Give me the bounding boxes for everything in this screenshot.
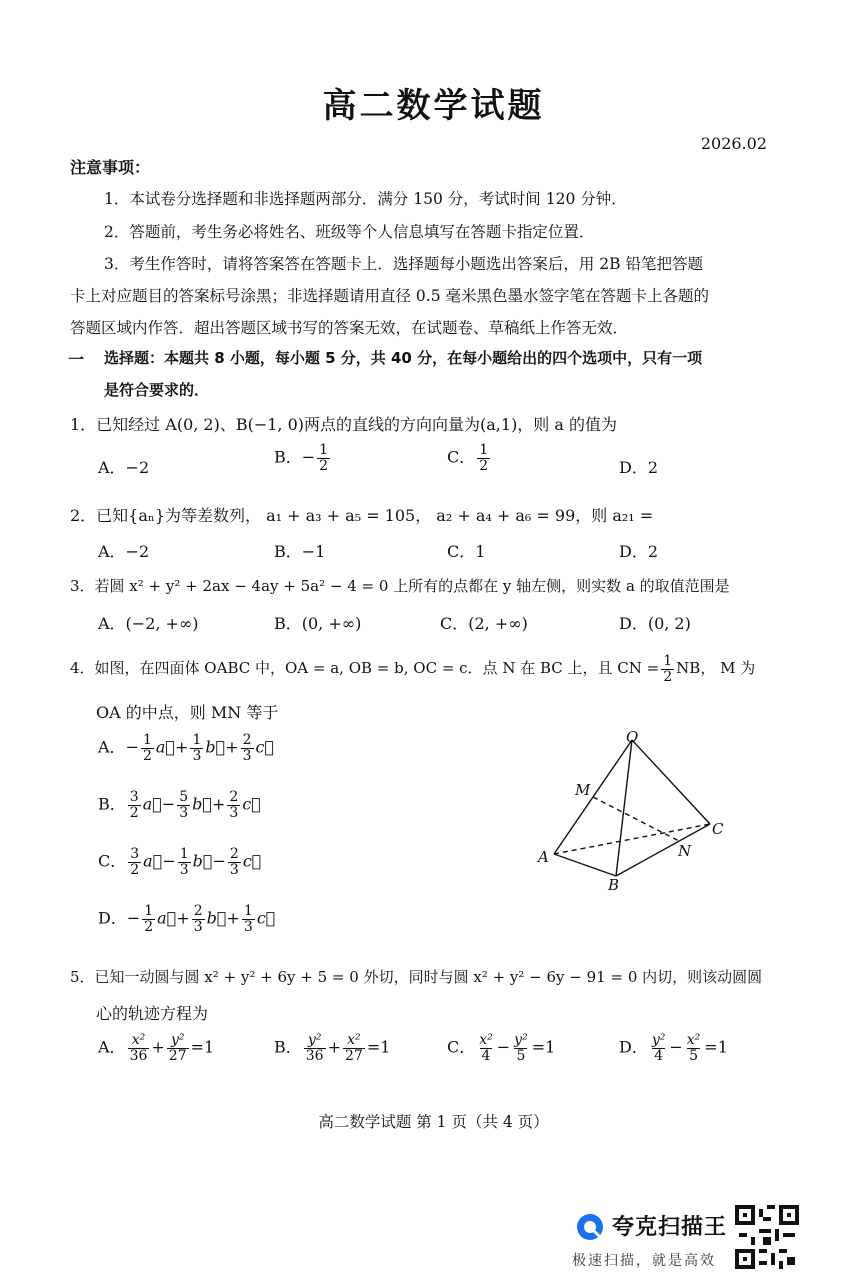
scanner-slogan: 极速扫描，就是高效: [572, 1253, 716, 1269]
q5-option-c: C． $\frac{\text{x²}}{4}$ − $\frac{\text{y²}}{5}$ =1: [447, 1032, 556, 1064]
edge-ab: [554, 854, 616, 876]
section-heading: 选择题：本题共 8 小题，每小题 5 分，共 40 分，在每小题给出的四个选项中，只有一项: [104, 349, 703, 367]
notice-item: 2．答题前，考生务必将姓名、班级等个人信息填写在答题卡指定位置．: [104, 223, 595, 241]
q2-option-d: D．2: [619, 542, 659, 561]
section-number: 一: [68, 350, 85, 369]
notice-heading: 注意事项：: [70, 158, 151, 177]
edge-bc: [616, 824, 710, 876]
q3-option-a: A．(−2, +∞): [98, 614, 199, 633]
label-c: C: [712, 820, 724, 838]
q3-option-c: C．(2, +∞): [440, 614, 528, 633]
segment-mn: [593, 797, 679, 841]
label-o: O: [626, 728, 639, 746]
q5-option-d: D． $\frac{\text{y²}}{4}$ − $\frac{\text{x²}}{5}$ =1: [619, 1032, 728, 1064]
label-m: M: [575, 781, 591, 799]
question-5-stem-cont: 心的轨迹方程为: [96, 1004, 209, 1023]
question-4-stem-cont: OA 的中点，则 MN 等于: [96, 703, 279, 722]
question-2-stem: 2．已知{aₙ}为等差数列， a₁ + a₃ + a₅ = 105， a₂ + a₄ + a₆ = 99，则 a₂₁ =: [70, 506, 654, 525]
q2-option-c: C．1: [447, 542, 486, 561]
q4-option-a: A．− $\frac{1}{2}$ a⃗+ $\frac{1}{3}$ b⃗+ $\frac{2}{3}$ c⃗: [98, 732, 275, 764]
label-n: N: [678, 842, 692, 860]
page-title: 高二数学试题: [322, 86, 545, 126]
q3-option-b: B．(0, +∞): [274, 614, 362, 633]
q5-option-b: B． $\frac{\text{y²}}{36}$ + $\frac{\text{x²}}{27}$ =1: [274, 1032, 391, 1064]
notice-item: 3．考生作答时，请将答案答在答题卡上．选择题每小题选出答案后，用 2B 铅笔把答题: [104, 255, 703, 273]
question-3-stem: 3．若圆 x² + y² + 2ax − 4ay + 5a² − 4 = 0 上所有的点都在 y 轴左侧，则实数 a 的取值范围是: [70, 577, 730, 595]
edge-oc: [632, 740, 710, 824]
tetrahedron-figure: [530, 728, 740, 898]
exam-date: 2026.02: [700, 134, 767, 153]
q4-option-c: C． $\frac{3}{2}$ a⃗− $\frac{1}{3}$ b⃗− $\frac{2}{3}$ c⃗: [98, 846, 262, 878]
scanner-logo-icon: [575, 1212, 605, 1242]
question-1-stem: 1．已知经过 A(0, 2)、B(−1, 0)两点的直线的方向向量为(a,1)，则 a 的值为: [70, 415, 618, 434]
notice-item: 卡上对应题目的答案标号涂黑；非选择题请用直径 0.5 毫米黑色墨水签字笔在答题卡上各题的: [70, 287, 710, 305]
q1-option-c: C． $\frac{1}{2}$: [447, 442, 489, 474]
q3-option-d: D．(0, 2): [619, 614, 691, 633]
q1-option-a: A．−2: [98, 458, 150, 477]
q2-option-a: A．−2: [98, 542, 150, 561]
q4-option-d: D．− $\frac{1}{2}$ a⃗+ $\frac{2}{3}$ b⃗+ $\frac{1}{3}$ c⃗: [98, 903, 276, 935]
qr-code-icon: [735, 1205, 799, 1269]
q1-option-b: B．− $\frac{1}{2}$: [274, 442, 329, 474]
notice-item: 答题区域内作答．超出答题区域书写的答案无效，在试题卷、草稿纸上作答无效．: [70, 319, 629, 337]
label-a: A: [538, 848, 549, 866]
q2-option-b: B．−1: [274, 542, 326, 561]
scanner-brand: 夸克扫描王: [612, 1215, 728, 1240]
question-4-stem: 4．如图，在四面体 OABC 中，OA = a, OB = b, OC = c．点 N 在 BC 上，且 CN = $\frac{1}{2}$ NB， M 为: [70, 653, 756, 685]
section-heading-cont: 是符合要求的．: [104, 381, 210, 399]
notice-item: 1．本试卷分选择题和非选择题两部分．满分 150 分，考试时间 120 分钟．: [104, 190, 627, 208]
q5-option-a: A． $\frac{\text{x²}}{36}$ + $\frac{\text{y²}}{27}$ =1: [98, 1032, 215, 1064]
question-5-stem: 5．已知一动圆与圆 x² + y² + 6y + 5 = 0 外切，同时与圆 x² + y² − 6y − 91 = 0 内切，则该动圆圆: [70, 968, 763, 986]
label-b: B: [608, 876, 620, 894]
page-footer: 高二数学试题 第 1 页（共 4 页）: [318, 1113, 549, 1131]
q4-option-b: B． $\frac{3}{2}$ a⃗− $\frac{5}{3}$ b⃗+ $\frac{2}{3}$ c⃗: [98, 789, 261, 821]
q1-option-d: D．2: [619, 458, 659, 477]
